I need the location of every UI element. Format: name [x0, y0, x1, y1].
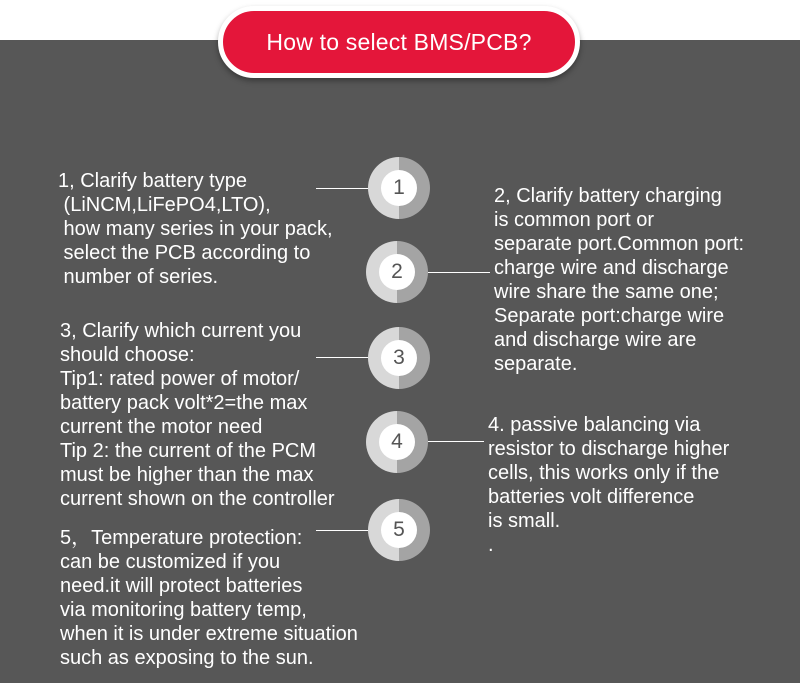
step-5-number: 5 — [393, 518, 405, 541]
step-4-connector — [428, 441, 484, 442]
step-2-text: 2, Clarify battery charging is common port or separate port.Common port: charge wire and discharge wire share the same one; Separate port:charge wire and discharge wire are separate. — [494, 185, 745, 375]
step-1-text: 1, Clarify battery type (LiNCM,LiFePO4,LTO), how many series in your pack, select the PCB according to number of series. — [58, 170, 333, 288]
title-banner — [218, 6, 580, 78]
step-3-number: 3 — [393, 346, 405, 369]
step-3-badge — [368, 327, 430, 389]
step-3-connector — [316, 357, 368, 358]
step-4-number: 4 — [391, 430, 403, 453]
step-2-badge — [366, 241, 428, 303]
step-4-badge — [366, 411, 428, 473]
step-5-badge — [368, 499, 430, 561]
step-4-text: 4. passive balancing via resistor to discharge higher cells, this works only if the batteries volt difference is small. . — [488, 414, 730, 556]
step-2-number: 2 — [391, 260, 403, 283]
page-title: How to select BMS/PCB? — [266, 28, 532, 55]
step-2-connector — [428, 272, 490, 273]
step-3-text: 3, Clarify which current you should choose: Tip1: rated power of motor/ battery pack volt*2=the max current the motor need Tip 2: the current of the PCM must be higher than the max current shown on the controller — [60, 320, 335, 510]
step-5-connector — [316, 530, 368, 531]
step-1-number: 1 — [393, 176, 405, 199]
step-1-connector — [316, 188, 368, 189]
step-1-badge — [368, 157, 430, 219]
step-5-text: 5，Temperature protection: can be customized if you need.it will protect batteries via monitoring battery temp, when it is under extreme situation such as exposing to the sun. — [60, 527, 358, 669]
